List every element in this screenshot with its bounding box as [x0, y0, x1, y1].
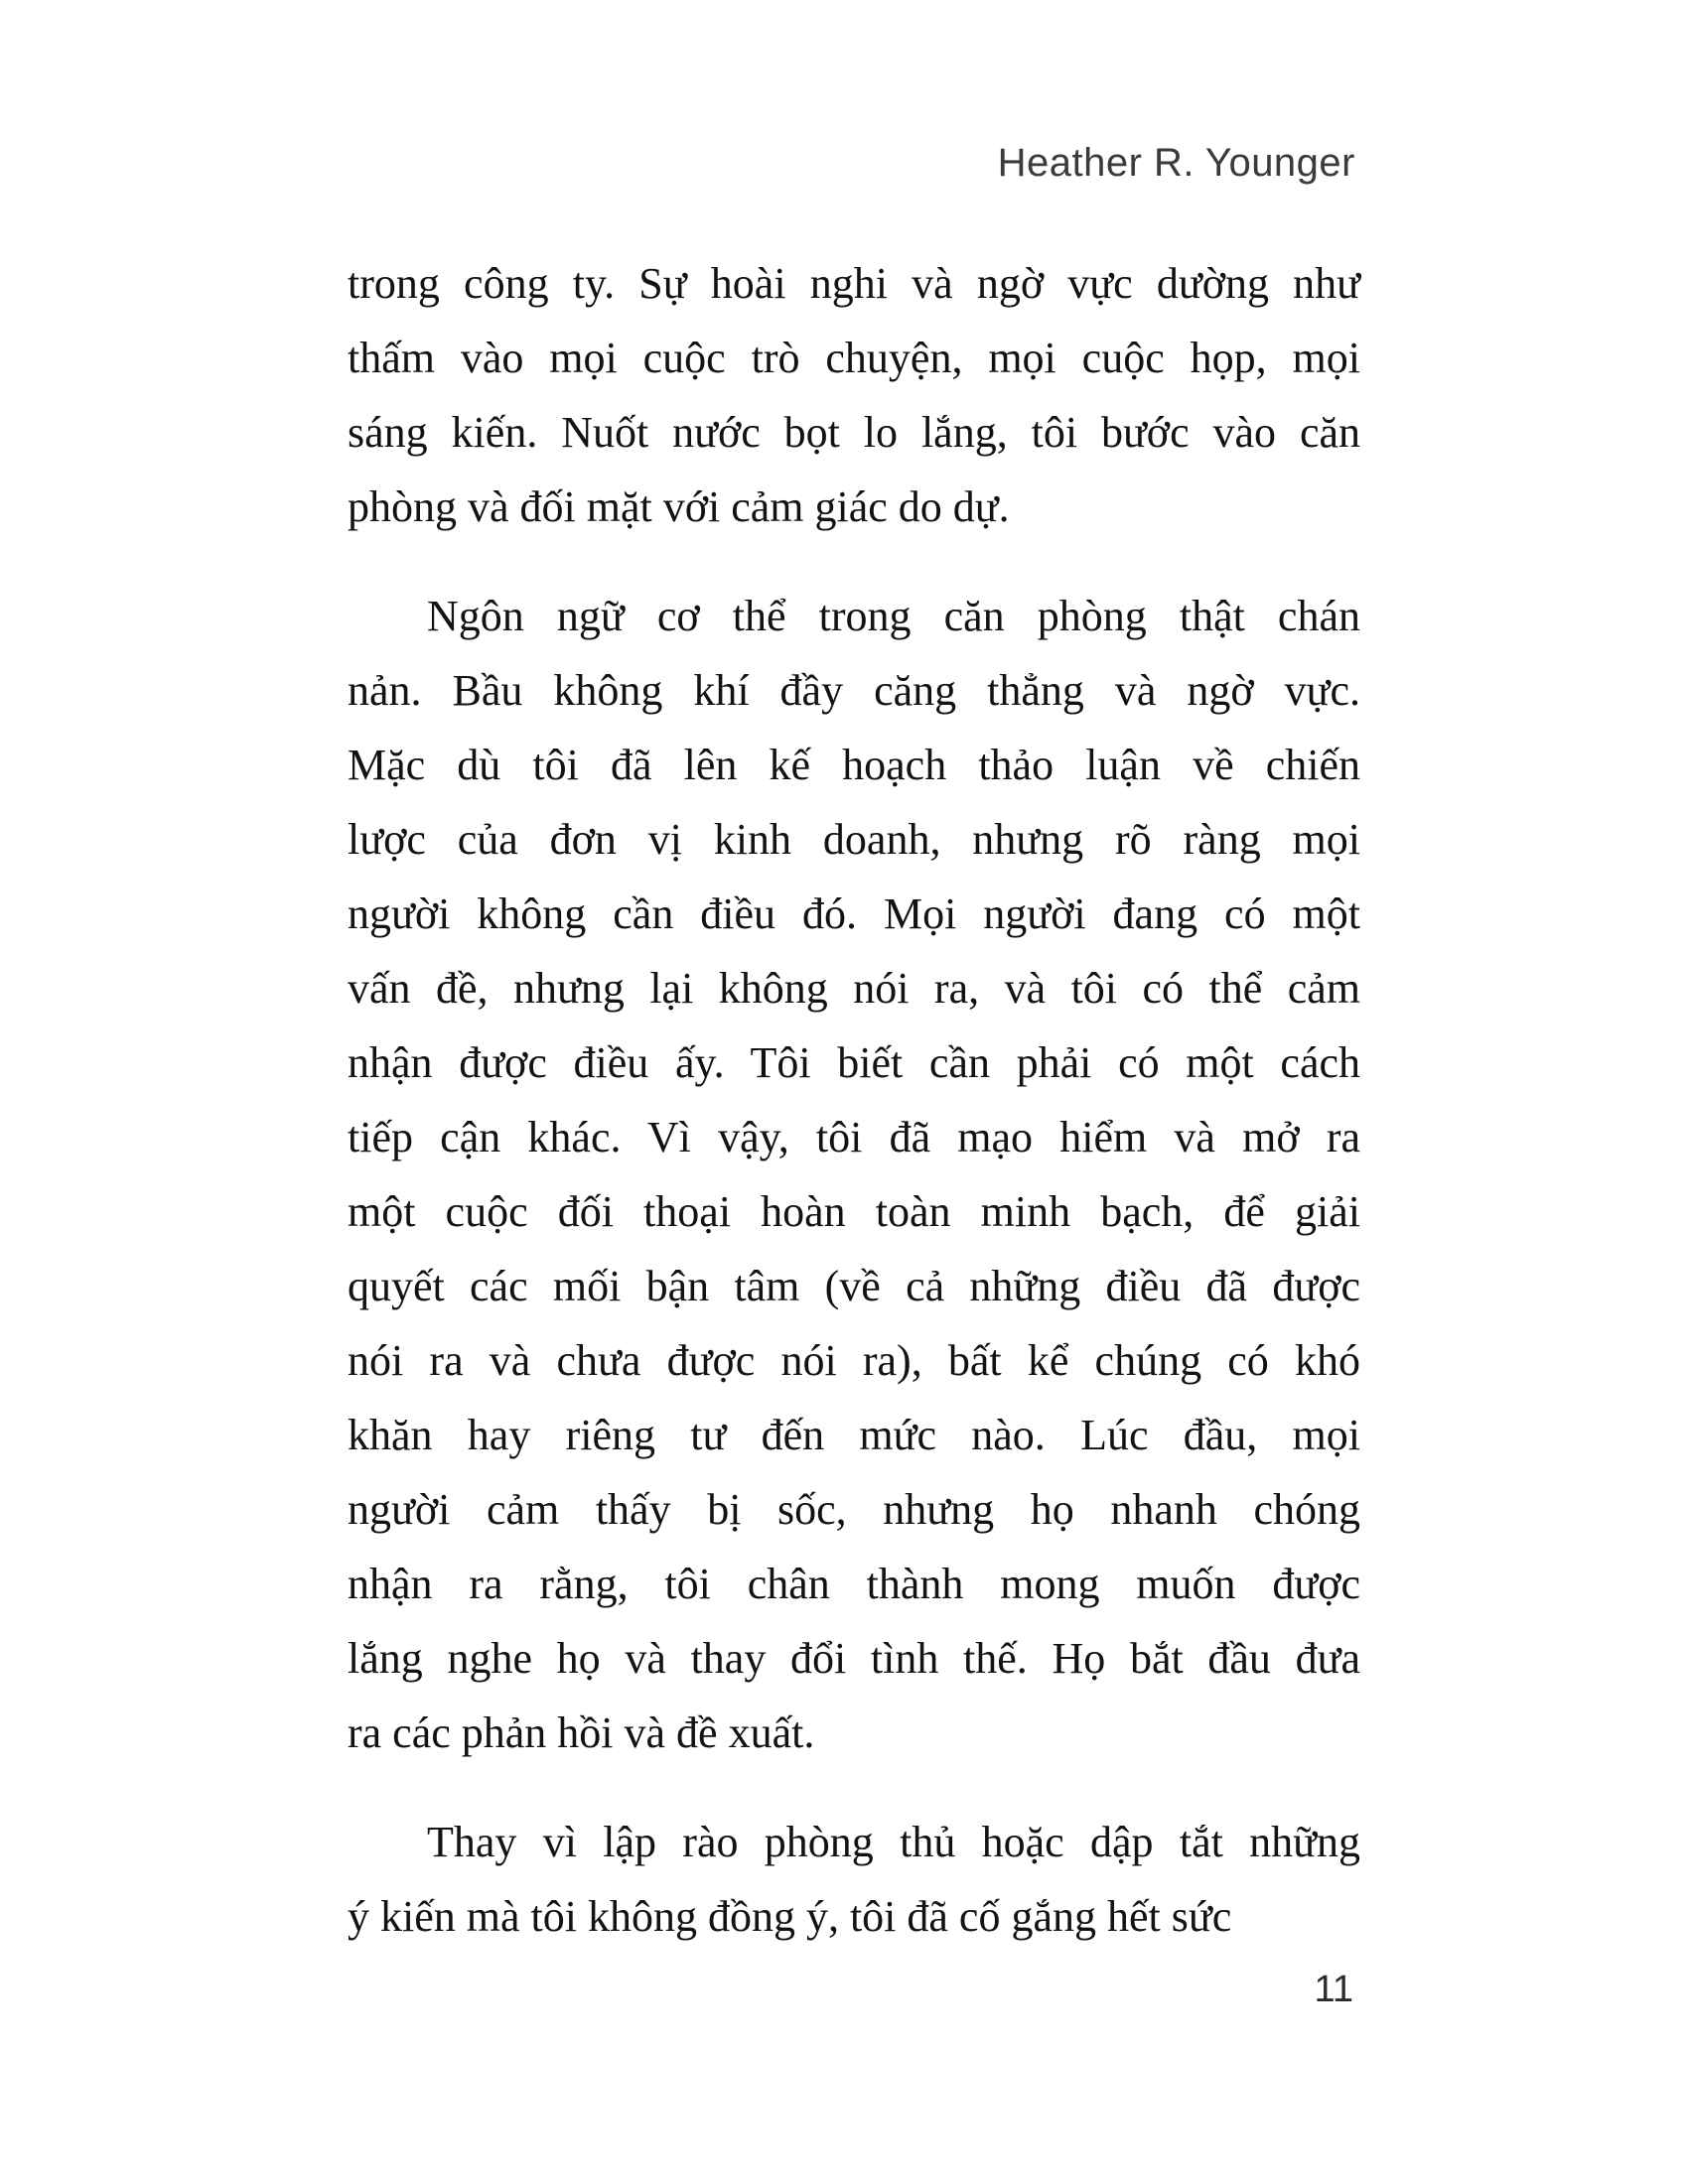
text-line: nhận được điều ấy. Tôi biết cần phải có một cách	[348, 1038, 1360, 1087]
paragraph	[348, 246, 1360, 544]
text-line: Ngôn ngữ cơ thể trong căn phòng thật chán	[427, 592, 1360, 640]
text-line: lược của đơn vị kinh doanh, nhưng rõ ràng mọi	[348, 815, 1360, 864]
text-line: phòng và đối mặt với cảm giác do dự.	[348, 482, 1010, 531]
text-line: Mặc dù tôi đã lên kế hoạch thảo luận về chiến	[348, 741, 1360, 789]
page-number: 11	[1314, 1969, 1353, 2010]
text-line: Thay vì lập rào phòng thủ hoặc dập tắt những	[427, 1818, 1360, 1866]
text-line: tiếp cận khác. Vì vậy, tôi đã mạo hiểm và mở ra	[348, 1113, 1360, 1161]
text-line: khăn hay riêng tư đến mức nào. Lúc đầu, mọi	[348, 1411, 1360, 1459]
text-line: ý kiến mà tôi không đồng ý, tôi đã cố gắng hết sức	[348, 1892, 1232, 1941]
paragraph	[348, 579, 1360, 1770]
text-line: trong công ty. Sự hoài nghi và ngờ vực dường như	[348, 259, 1360, 308]
text-line: thấm vào mọi cuộc trò chuyện, mọi cuộc họp, mọi	[348, 334, 1360, 382]
text-line: nản. Bầu không khí đầy căng thẳng và ngờ vực.	[348, 666, 1360, 715]
text-line: người cảm thấy bị sốc, nhưng họ nhanh chóng	[348, 1485, 1360, 1534]
text-line: sáng kiến. Nuốt nước bọt lo lắng, tôi bước vào căn	[348, 408, 1360, 457]
running-header-author: Heather R. Younger	[997, 141, 1355, 185]
text-line: vấn đề, nhưng lại không nói ra, và tôi có thể cảm	[348, 964, 1360, 1013]
paragraph	[348, 1805, 1360, 1954]
text-block	[348, 246, 1360, 1954]
text-line: nói ra và chưa được nói ra), bất kể chúng có khó	[348, 1336, 1360, 1385]
text-line: ra các phản hồi và đề xuất.	[348, 1708, 815, 1757]
text-line: nhận ra rằng, tôi chân thành mong muốn được	[348, 1560, 1360, 1608]
text-line: lắng nghe họ và thay đổi tình thế. Họ bắt đầu đưa	[348, 1634, 1360, 1683]
text-line: quyết các mối bận tâm (về cả những điều đã được	[348, 1262, 1360, 1310]
text-line: một cuộc đối thoại hoàn toàn minh bạch, để giải	[348, 1187, 1360, 1236]
text-line: người không cần điều đó. Mọi người đang có một	[348, 889, 1360, 938]
